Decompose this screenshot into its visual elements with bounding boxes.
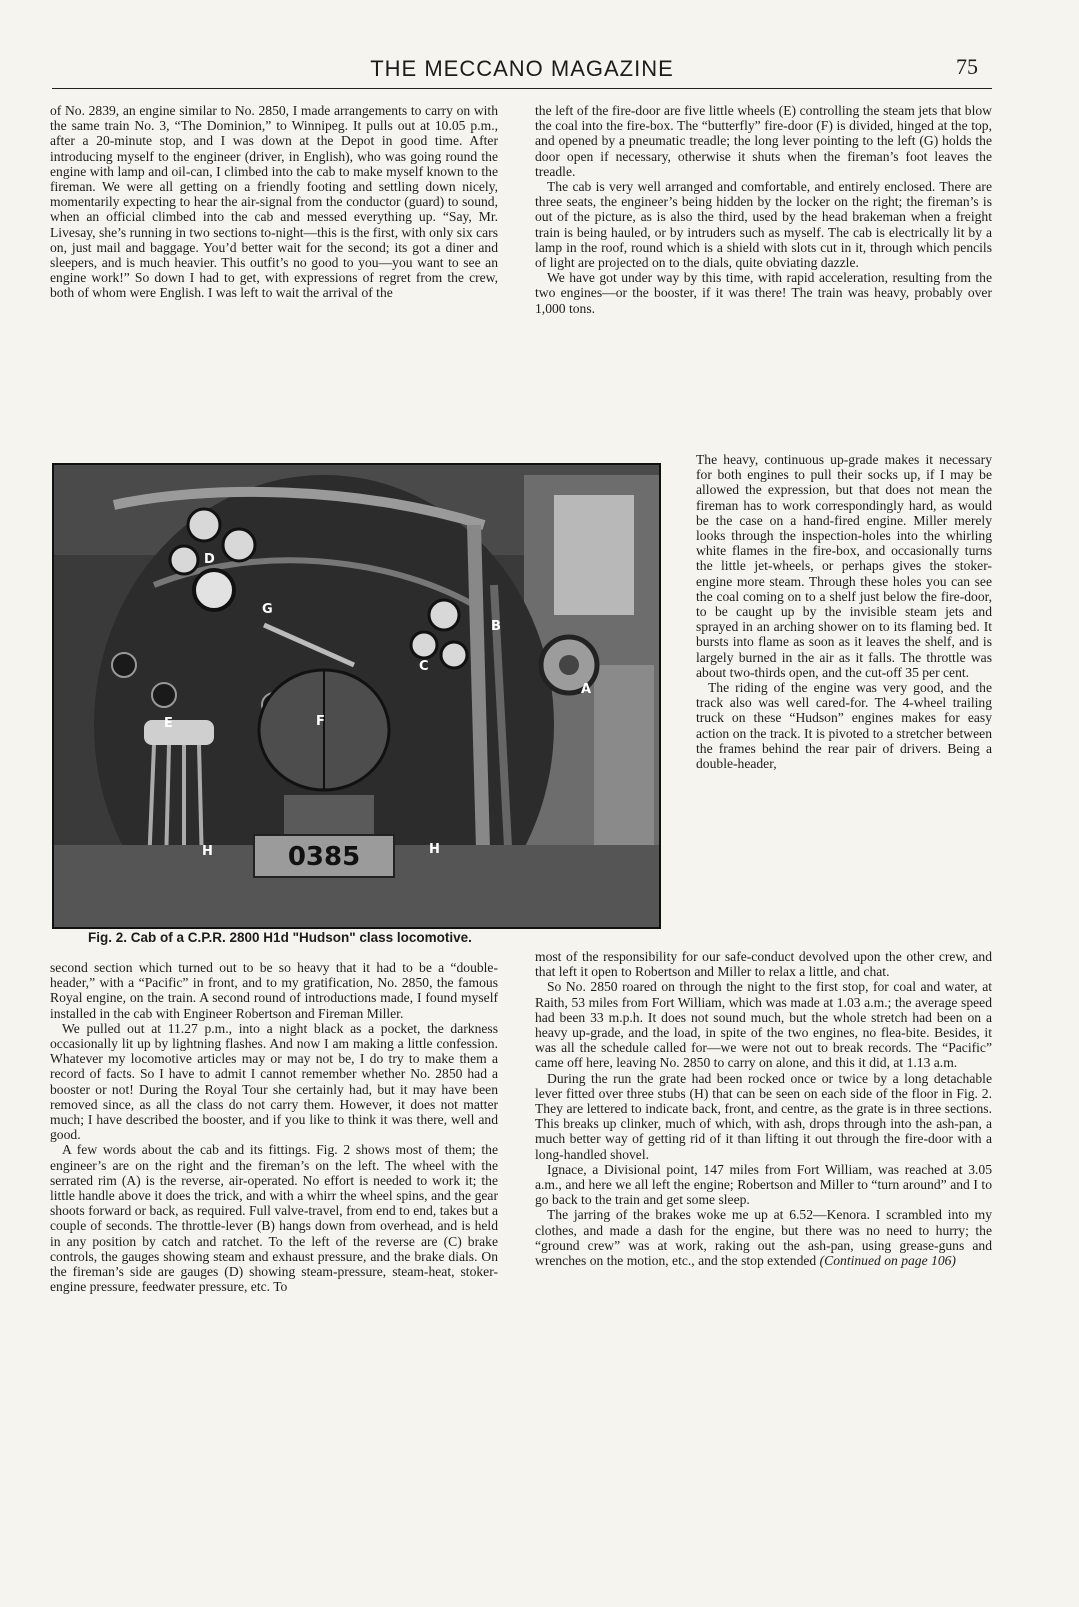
figure-caption: Fig. 2. Cab of a C.P.R. 2800 H1d "Hudson" class locomotive. bbox=[88, 930, 472, 945]
paragraph: The heavy, continuous up-grade makes it necessary for both engines to pull their socks up, if I may be allowed the expression, but that does not mean the fireman has to work correspondingly hard, as would be the case on a hand-fired engine. Miller merely looks through the inspection-holes into the whirling white flames in the fire-box, and occasionally turns the little jet-wheels, or perhaps gives the stoker-engine more steam. Through these holes you can see the coal coming on to a shelf just below the fire-door, to be caught up by the invisible steam jets and sprayed in an arching shower on to its flaming bed. It bursts into flame as soon as it leaves the shelf, and is largely burned in the air as it falls. The throttle was about two-thirds open, and the cut-off 35 per cent. bbox=[696, 452, 992, 680]
page-number: 75 bbox=[956, 54, 978, 79]
paragraph bbox=[535, 1207, 992, 1268]
page-header bbox=[52, 54, 992, 89]
paragraph: A few words about the cab and its fittings. Fig. 2 shows most of them; the engineer’s are on the right and the fireman’s on the left. The wheel with the serrated rim (A) is the reverse, air-operated. No effort is needed to work it; the little handle above it does the trick, and with a whirr the wheel spins, and the gear shoots forward or back, as required. Full valve-travel, from end to end, takes but a couple of seconds. The throttle-lever (B) hangs down from overhead, and is held in any position by catch and ratchet. To the left of the reverse are (C) brake controls, the gauges showing steam and exhaust pressure, and the brake dials. On the fireman’s side are gauges (D) showing steam-pressure, steam-heat, stoker-engine pressure, feedwater pressure, etc. To bbox=[50, 1142, 498, 1295]
paragraph: second section which turned out to be so heavy that it had to be a “double-header,” with a “Pacific” in front, and to my gratification, No. 2850, the famous Royal engine, on the train. A second round of introductions made, I found myself installed in the cab with Engineer Robertson and Fireman Miller. bbox=[50, 960, 498, 1021]
label-h-left: H bbox=[202, 844, 213, 859]
paragraph: most of the responsibility for our safe-conduct devolved upon the other crew, and that left it open to Robertson and Miller to relax a little, and chat. bbox=[535, 949, 992, 980]
label-c: C bbox=[419, 659, 429, 674]
paragraph: Ignace, a Divisional point, 147 miles from Fort William, was reached at 3.05 a.m., and here we all left the engine; Robertson and Miller to “turn around” and I to go back to the train and get some sleep. bbox=[535, 1161, 992, 1208]
paragraph: So No. 2850 roared on through the night to the first stop, for coal and water, at Raith, 53 miles from Fort William, which was made at 1.03 a.m.; the average speed had been 33 m.p.h. It does not sound much, but the whole stretch had been on a heavy up-grade, and the load, in spite of the two engines, no flea-bite. Besides, it was all the schedule called for—we were not out to break records. The “Pacific” came off here, leaving No. 2850 to carry on alone, and this it did, at 1.13 a.m. bbox=[535, 979, 992, 1071]
paragraph: During the run the grate had been rocked once or twice by a long detachable lever fitted over three stubs (H) that can be seen on each side of the floor in Fig. 2. They are lettered to indicate back, front, and centre, as the grate is in three sections. This breaks up clinker, much of which, with ash, drops through into the ash-pan, a much better way of getting rid of it than lifting it out through the fire-door with a long-handled shovel. bbox=[535, 1070, 992, 1162]
paragraph: The riding of the engine was very good, and the track also was well cared-for. The 4-wheel trailing truck on these “Hudson” engines makes for easy action on the track. It is pivoted to a stretcher between the frames behind the rear pair of drivers. Being a double-header, bbox=[696, 680, 992, 772]
paragraph: The cab is very well arranged and comfortable, and entirely enclosed. There are three seats, the engineer’s being hidden by the locker on the right; the fireman’s is out of the picture, as is also the third, used by the head brakeman when a freight train is being hauled, or by intruders such as myself. The cab is electrically lit by a lamp in the roof, round which is a shield with slots cut in it, through which pencils of light are projected on to the dials, quite obviating dazzle. bbox=[535, 179, 992, 271]
column-left-bottom bbox=[50, 960, 498, 1294]
paragraph: We have got under way by this time, with rapid acceleration, resulting from the two engines—or the booster, if it was there! The train was heavy, probably over 1,000 tons. bbox=[535, 270, 992, 316]
label-b: B bbox=[491, 619, 501, 634]
label-g: G bbox=[262, 602, 273, 617]
column-right-top bbox=[535, 103, 992, 316]
label-d: D bbox=[204, 552, 215, 567]
label-h-right: H bbox=[429, 842, 440, 857]
magazine-title: THE MECCANO MAGAZINE bbox=[370, 56, 674, 81]
label-f: F bbox=[316, 714, 325, 729]
column-right-wrap bbox=[696, 452, 992, 771]
column-right-bottom bbox=[535, 949, 992, 1268]
continued-note: (Continued on page 106) bbox=[819, 1253, 956, 1269]
paragraph: We pulled out at 11.27 p.m., into a night black as a pocket, the darkness occasionally lit up by lightning flashes. And now I am making a little confession. Whatever my locomotive articles may or may not be, I do try to make them a record of facts. So I have to admit I cannot remember whether No. 2850 had a booster or not! During the Royal Tour she certainly had, but it may have been removed since, as all the class do not carry them. However, it does not matter much; I have described the booster, and if you like to think it was there, well and good. bbox=[50, 1020, 498, 1143]
label-e: E bbox=[164, 716, 173, 731]
locomotive-cab-photo bbox=[52, 463, 661, 929]
label-a: A bbox=[581, 682, 592, 697]
paragraph-text: The jarring of the brakes woke me up at 6.52—Kenora. I scrambled into my clothes, and made a dash for the engine, but there was no need to hurry; the “ground crew” was at work, raking out the ash-pan, using grease-guns and wrenches on the motion, etc., and the stop extended bbox=[535, 1207, 992, 1269]
paragraph: of No. 2839, an engine similar to No. 2850, I made arrangements to carry on with the same train No. 3, “The Dominion,” to Winnipeg. It pulls out at 10.05 p.m., after a 20-minute stop, and I was down at the Depot in good time. After introducing myself to the engineer (driver, in English), who was going round the engine with lamp and oil-can, I climbed into the cab to make myself known to the fireman. We were all getting on a friendly footing and settling down nicely, momentarily expecting to hear the air-signal from the conductor (guard) to sound, when an official climbed into the cab and messed everything up. “Say, Mr. Livesay, she’s running in two sections to-night—this is the first, with only six cars on, just mail and baggage. You’d better wait for the second; its got a diner and sleepers, and is much heavier. This outfit’s no good to you—you want to see an engine work!” So down I had to get, with expressions of regret from the crew, both of whom were English. I was left to wait the arrival of the bbox=[50, 103, 498, 301]
number-plate-text: 0385 bbox=[287, 842, 361, 872]
paragraph: the left of the fire-door are five little wheels (E) controlling the steam jets that blow the coal into the fire-box. The “butterfly” fire-door (F) is divided, hinged at the top, and opened by a pneumatic treadle; the long lever pointing to the left (G) holds the door open if necessary, otherwise it shuts when the fireman’s foot leaves the treadle. bbox=[535, 103, 992, 179]
column-left-top bbox=[50, 103, 498, 301]
cab-illustration bbox=[54, 465, 659, 927]
